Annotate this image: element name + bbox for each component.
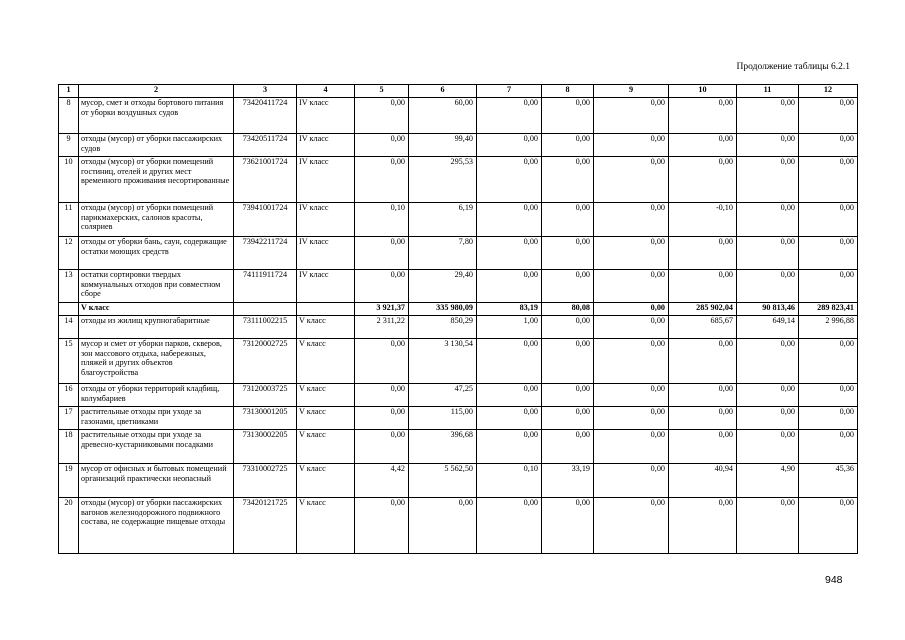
cell-v7: 0,00 <box>477 134 542 157</box>
cell-num: 12 <box>59 237 79 270</box>
cell-cls: IV класс <box>297 157 355 203</box>
cell-v12: 45,36 <box>799 464 858 498</box>
cell-name: V класс <box>79 303 234 316</box>
column-header: 11 <box>737 85 799 98</box>
cell-v11: 4,90 <box>737 464 799 498</box>
cell-v8: 0,00 <box>542 430 594 464</box>
column-header: 8 <box>542 85 594 98</box>
cell-v7: 0,00 <box>477 407 542 430</box>
cell-v12: 0,00 <box>799 98 858 134</box>
cell-name: отходы (мусор) от уборки помещений гостиниц, отелей и других мест временного проживания несортированные <box>79 157 234 203</box>
cell-name: мусор, смет и отходы бортового питания от уборки воздушных судов <box>79 98 234 134</box>
cell-v11: 0,00 <box>737 339 799 384</box>
table-row <box>59 498 858 554</box>
table-caption: Продолжение таблицы 6.2.1 <box>736 62 850 72</box>
cell-v9: 0,00 <box>594 98 669 134</box>
table-row <box>59 384 858 407</box>
table-row <box>59 237 858 270</box>
cell-v9: 0,00 <box>594 316 669 339</box>
cell-code: 73621001724 <box>234 157 297 203</box>
cell-v6: 295,53 <box>409 157 477 203</box>
cell-name: отходы (мусор) от уборки помещений парикмахерских, салонов красоты, соляриев <box>79 203 234 237</box>
cell-v8: 0,00 <box>542 498 594 554</box>
cell-num: 9 <box>59 134 79 157</box>
table-row <box>59 407 858 430</box>
cell-v8: 0,00 <box>542 157 594 203</box>
table-row <box>59 98 858 134</box>
cell-v7: 0,00 <box>477 339 542 384</box>
cell-v11: 0,00 <box>737 498 799 554</box>
column-header: 12 <box>799 85 858 98</box>
cell-v5: 0,00 <box>355 384 409 407</box>
cell-num: 13 <box>59 270 79 303</box>
cell-num <box>59 303 79 316</box>
cell-v9: 0,00 <box>594 464 669 498</box>
cell-v12: 0,00 <box>799 134 858 157</box>
cell-num: 19 <box>59 464 79 498</box>
cell-v8: 33,19 <box>542 464 594 498</box>
cell-v11: 0,00 <box>737 430 799 464</box>
cell-cls: V класс <box>297 316 355 339</box>
cell-cls: V класс <box>297 498 355 554</box>
column-header: 1 <box>59 85 79 98</box>
cell-v10: 0,00 <box>669 98 737 134</box>
cell-v12: 2 996,88 <box>799 316 858 339</box>
column-header: 9 <box>594 85 669 98</box>
cell-v6: 850,29 <box>409 316 477 339</box>
cell-v9: 0,00 <box>594 134 669 157</box>
cell-code: 74111911724 <box>234 270 297 303</box>
cell-v10: 0,00 <box>669 157 737 203</box>
cell-num: 17 <box>59 407 79 430</box>
cell-v6: 29,40 <box>409 270 477 303</box>
cell-v8: 0,00 <box>542 134 594 157</box>
column-header: 5 <box>355 85 409 98</box>
table-row <box>59 270 858 303</box>
cell-v9: 0,00 <box>594 203 669 237</box>
column-header: 2 <box>79 85 234 98</box>
cell-v9: 0,00 <box>594 237 669 270</box>
subtotal-row <box>59 303 858 316</box>
table-row <box>59 134 858 157</box>
cell-v8: 0,00 <box>542 98 594 134</box>
table-row <box>59 430 858 464</box>
cell-v10: 0,00 <box>669 270 737 303</box>
cell-v6: 335 980,09 <box>409 303 477 316</box>
cell-v12: 0,00 <box>799 498 858 554</box>
cell-cls: IV класс <box>297 237 355 270</box>
cell-v12: 289 823,41 <box>799 303 858 316</box>
cell-v10: 0,00 <box>669 430 737 464</box>
cell-v9: 0,00 <box>594 303 669 316</box>
cell-v10: 685,67 <box>669 316 737 339</box>
cell-cls: V класс <box>297 407 355 430</box>
cell-cls: V класс <box>297 384 355 407</box>
cell-v10: 0,00 <box>669 339 737 384</box>
cell-v5: 0,00 <box>355 134 409 157</box>
cell-v6: 7,80 <box>409 237 477 270</box>
cell-v9: 0,00 <box>594 384 669 407</box>
cell-v7: 0,00 <box>477 270 542 303</box>
cell-name: растительные отходы при уходе за газонами, цветниками <box>79 407 234 430</box>
cell-v6: 60,00 <box>409 98 477 134</box>
cell-code: 73942211724 <box>234 237 297 270</box>
cell-v5: 2 311,22 <box>355 316 409 339</box>
cell-v11: 0,00 <box>737 270 799 303</box>
cell-v7: 0,10 <box>477 464 542 498</box>
cell-name: отходы (мусор) от уборки пассажирских судов <box>79 134 234 157</box>
cell-code: 73130002205 <box>234 430 297 464</box>
cell-v12: 0,00 <box>799 384 858 407</box>
cell-v10: 0,00 <box>669 384 737 407</box>
cell-code: 73420511724 <box>234 134 297 157</box>
cell-num: 20 <box>59 498 79 554</box>
cell-v10: 0,00 <box>669 407 737 430</box>
cell-v8: 0,00 <box>542 203 594 237</box>
cell-v12: 0,00 <box>799 270 858 303</box>
cell-v12: 0,00 <box>799 203 858 237</box>
cell-code: 73310002725 <box>234 464 297 498</box>
cell-v12: 0,00 <box>799 407 858 430</box>
cell-v6: 3 130,54 <box>409 339 477 384</box>
cell-v6: 6,19 <box>409 203 477 237</box>
cell-v8: 0,00 <box>542 407 594 430</box>
cell-v12: 0,00 <box>799 339 858 384</box>
column-header: 7 <box>477 85 542 98</box>
cell-num: 8 <box>59 98 79 134</box>
cell-v6: 0,00 <box>409 498 477 554</box>
cell-v11: 0,00 <box>737 407 799 430</box>
cell-v10: 285 902,04 <box>669 303 737 316</box>
column-header: 10 <box>669 85 737 98</box>
table-row <box>59 339 858 384</box>
cell-code: 73941001724 <box>234 203 297 237</box>
cell-v5: 0,00 <box>355 98 409 134</box>
cell-v8: 0,00 <box>542 339 594 384</box>
cell-v7: 0,00 <box>477 203 542 237</box>
cell-code <box>234 303 297 316</box>
cell-cls <box>297 303 355 316</box>
cell-v6: 99,40 <box>409 134 477 157</box>
cell-v11: 0,00 <box>737 157 799 203</box>
cell-cls: IV класс <box>297 270 355 303</box>
cell-v11: 90 813,46 <box>737 303 799 316</box>
cell-v9: 0,00 <box>594 407 669 430</box>
cell-code: 73130001205 <box>234 407 297 430</box>
cell-v9: 0,00 <box>594 498 669 554</box>
cell-v8: 0,00 <box>542 384 594 407</box>
cell-v8: 0,00 <box>542 316 594 339</box>
cell-v11: 0,00 <box>737 98 799 134</box>
cell-v7: 0,00 <box>477 430 542 464</box>
cell-v11: 0,00 <box>737 384 799 407</box>
column-header: 6 <box>409 85 477 98</box>
cell-v7: 0,00 <box>477 237 542 270</box>
cell-v5: 0,00 <box>355 157 409 203</box>
cell-name: отходы (мусор) от уборки пассажирских вагонов железнодорожного подвижного состава, не содержащие пищевые отходы <box>79 498 234 554</box>
cell-name: растительные отходы при уходе за древесно-кустарниковыми посадками <box>79 430 234 464</box>
cell-cls: IV класс <box>297 203 355 237</box>
cell-v10: 0,00 <box>669 498 737 554</box>
cell-num: 15 <box>59 339 79 384</box>
cell-v11: 0,00 <box>737 134 799 157</box>
table-row <box>59 203 858 237</box>
cell-v7: 0,00 <box>477 384 542 407</box>
cell-v8: 80,08 <box>542 303 594 316</box>
cell-v9: 0,00 <box>594 339 669 384</box>
cell-v9: 0,00 <box>594 270 669 303</box>
cell-code: 73420121725 <box>234 498 297 554</box>
cell-v5: 0,00 <box>355 270 409 303</box>
table-row <box>59 157 858 203</box>
cell-code: 73111002215 <box>234 316 297 339</box>
cell-v12: 0,00 <box>799 157 858 203</box>
cell-cls: V класс <box>297 430 355 464</box>
cell-v5: 0,00 <box>355 430 409 464</box>
cell-v6: 396,68 <box>409 430 477 464</box>
cell-name: отходы из жилищ крупногабаритные <box>79 316 234 339</box>
cell-cls: IV класс <box>297 134 355 157</box>
cell-num: 10 <box>59 157 79 203</box>
cell-code: 73120003725 <box>234 384 297 407</box>
cell-v10: -0,10 <box>669 203 737 237</box>
cell-v9: 0,00 <box>594 430 669 464</box>
cell-v8: 0,00 <box>542 270 594 303</box>
cell-v12: 0,00 <box>799 237 858 270</box>
cell-code: 73120002725 <box>234 339 297 384</box>
cell-cls: V класс <box>297 339 355 384</box>
column-header: 4 <box>297 85 355 98</box>
cell-num: 16 <box>59 384 79 407</box>
cell-cls: V класс <box>297 464 355 498</box>
header-row <box>59 85 858 98</box>
cell-v10: 0,00 <box>669 134 737 157</box>
cell-v6: 5 562,50 <box>409 464 477 498</box>
cell-name: остатки сортировки твердых коммунальных отходов при совместном сборе <box>79 270 234 303</box>
cell-v5: 0,10 <box>355 203 409 237</box>
cell-num: 18 <box>59 430 79 464</box>
cell-v8: 0,00 <box>542 237 594 270</box>
cell-v5: 0,00 <box>355 407 409 430</box>
cell-v7: 83,19 <box>477 303 542 316</box>
cell-v5: 0,00 <box>355 237 409 270</box>
cell-v6: 115,00 <box>409 407 477 430</box>
cell-v10: 0,00 <box>669 237 737 270</box>
table-row <box>59 316 858 339</box>
waste-table <box>58 84 858 554</box>
table-row <box>59 464 858 498</box>
cell-num: 14 <box>59 316 79 339</box>
cell-v11: 0,00 <box>737 237 799 270</box>
cell-v7: 0,00 <box>477 498 542 554</box>
cell-name: отходы от уборки бань, саун, содержащие остатки моющих средств <box>79 237 234 270</box>
table-body <box>59 98 858 554</box>
cell-num: 11 <box>59 203 79 237</box>
cell-v10: 40,94 <box>669 464 737 498</box>
cell-v5: 0,00 <box>355 498 409 554</box>
cell-v5: 4,42 <box>355 464 409 498</box>
cell-v7: 0,00 <box>477 98 542 134</box>
cell-v11: 0,00 <box>737 203 799 237</box>
cell-name: отходы от уборки территорий кладбищ, колумбариев <box>79 384 234 407</box>
cell-code: 73420411724 <box>234 98 297 134</box>
cell-v5: 0,00 <box>355 339 409 384</box>
cell-v7: 1,00 <box>477 316 542 339</box>
cell-cls: IV класс <box>297 98 355 134</box>
cell-name: мусор от офисных и бытовых помещений организаций практически неопасный <box>79 464 234 498</box>
cell-v11: 649,14 <box>737 316 799 339</box>
column-header: 3 <box>234 85 297 98</box>
cell-v5: 3 921,37 <box>355 303 409 316</box>
cell-v9: 0,00 <box>594 157 669 203</box>
cell-v12: 0,00 <box>799 430 858 464</box>
page-number: 948 <box>825 574 843 586</box>
cell-v7: 0,00 <box>477 157 542 203</box>
cell-v6: 47,25 <box>409 384 477 407</box>
cell-name: мусор и смет от уборки парков, скверов, зон массового отдыха, набережных, пляжей и других объектов благоустройства <box>79 339 234 384</box>
